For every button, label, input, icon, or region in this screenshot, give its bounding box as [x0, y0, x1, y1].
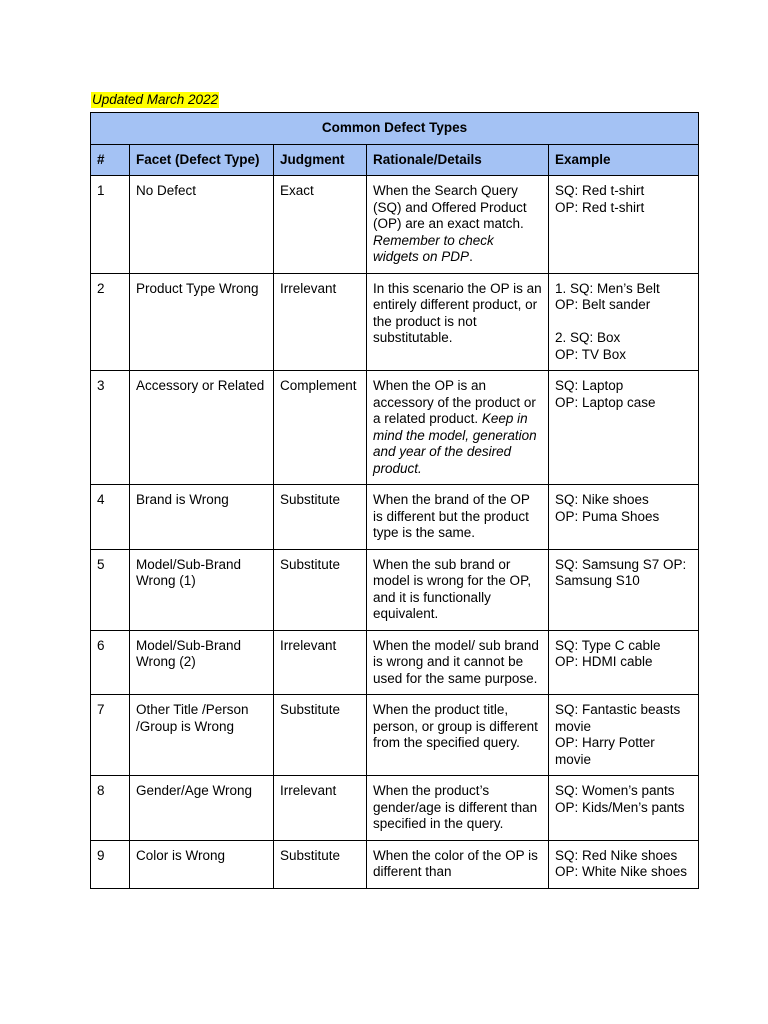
- column-header-judgment: Judgment: [274, 144, 367, 176]
- row-example: [549, 485, 699, 550]
- example-line: OP: White Nike shoes: [555, 864, 688, 879]
- example-line: SQ: Women’s pants: [555, 783, 675, 798]
- row-facet: Gender/Age Wrong: [130, 776, 274, 841]
- row-judgment: Irrelevant: [274, 776, 367, 841]
- table-header-row: [91, 144, 699, 176]
- table-row: [91, 630, 699, 695]
- row-rationale: [367, 485, 549, 550]
- example-line: OP: Kids/Men’s pants: [555, 799, 685, 815]
- example-line: SQ: Red Nike shoes: [555, 847, 678, 863]
- row-facet: No Defect: [130, 176, 274, 274]
- rationale-text: In this scenario the OP is an entirely different product, or the product is not substitutable.: [373, 280, 542, 345]
- rationale-suffix: .: [469, 249, 473, 264]
- rationale-text: When the OP is an accessory of the product or a related product.: [373, 378, 536, 426]
- row-example: [549, 176, 699, 274]
- row-number: 9: [91, 840, 130, 888]
- example-line: SQ: Fantastic beasts movie: [555, 702, 681, 734]
- example-line: SQ: Type C cable: [555, 637, 661, 653]
- row-example: [549, 273, 699, 371]
- rationale-text: When the sub brand or model is wrong for the OP, and it is functionally equivalent.: [373, 556, 532, 621]
- example-line: OP: Puma Shoes: [555, 508, 660, 524]
- rationale-text: When the color of the OP is different than: [373, 847, 538, 879]
- table-row: [91, 549, 699, 630]
- rationale-text: When the product’s gender/age is different than specified in the query.: [373, 783, 538, 831]
- row-facet: Accessory or Related: [130, 371, 274, 485]
- row-judgment: Substitute: [274, 485, 367, 550]
- rationale-text: When the Search Query (SQ) and Offered Product (OP) are an exact match.: [373, 183, 527, 231]
- row-judgment: Complement: [274, 371, 367, 485]
- row-number: 7: [91, 695, 130, 776]
- table-row: [91, 695, 699, 776]
- row-example: [549, 549, 699, 630]
- example-line: SQ: Red t-shirt: [555, 183, 645, 198]
- row-rationale: [367, 630, 549, 695]
- row-number: 3: [91, 371, 130, 485]
- row-number: 8: [91, 776, 130, 841]
- table-title-row: [91, 113, 699, 145]
- example-line: OP: Harry Potter movie: [555, 735, 655, 767]
- table-row: [91, 176, 699, 274]
- row-number: 1: [91, 176, 130, 274]
- example-line: SQ: Laptop: [555, 378, 624, 393]
- row-facet: Color is Wrong: [130, 840, 274, 888]
- row-rationale: [367, 695, 549, 776]
- row-number: 6: [91, 630, 130, 695]
- row-judgment: Irrelevant: [274, 273, 367, 371]
- table-row: [91, 485, 699, 550]
- row-facet: Model/Sub-Brand Wrong (2): [130, 630, 274, 695]
- row-example: [549, 695, 699, 776]
- example-line: OP: Belt sander: [555, 297, 651, 312]
- column-header-rationale: Rationale/Details: [367, 144, 549, 176]
- row-rationale: [367, 371, 549, 485]
- row-rationale: [367, 776, 549, 841]
- row-judgment: Exact: [274, 176, 367, 274]
- column-header-facet: Facet (Defect Type): [130, 144, 274, 176]
- table-row: [91, 776, 699, 841]
- defect-types-table: [90, 112, 699, 889]
- row-judgment: Substitute: [274, 549, 367, 630]
- row-facet: Other Title /Person /Group is Wrong: [130, 695, 274, 776]
- rationale-text: When the brand of the OP is different but the product type is the same.: [373, 492, 530, 540]
- row-rationale: [367, 549, 549, 630]
- row-facet: Brand is Wrong: [130, 485, 274, 550]
- table-row: [91, 840, 699, 888]
- row-judgment: Irrelevant: [274, 630, 367, 695]
- example-line: 1. SQ: Men’s Belt: [555, 280, 660, 296]
- rationale-text: When the product title, person, or group is different from the specified query.: [373, 702, 538, 750]
- row-example: [549, 371, 699, 485]
- row-judgment: Substitute: [274, 695, 367, 776]
- example-line: SQ: Samsung S7 OP: Samsung S10: [555, 556, 687, 588]
- row-judgment: Substitute: [274, 840, 367, 888]
- table-row: [91, 273, 699, 371]
- rationale-note: Remember to check widgets on PDP: [373, 232, 494, 264]
- row-facet: Model/Sub-Brand Wrong (1): [130, 549, 274, 630]
- example-line: OP: HDMI cable: [555, 654, 653, 669]
- example-line: SQ: Nike shoes: [555, 492, 649, 507]
- example-line: 2. SQ: Box: [555, 330, 621, 345]
- row-rationale: [367, 840, 549, 888]
- row-number: 2: [91, 273, 130, 371]
- row-example: [549, 630, 699, 695]
- updated-date: Updated March 2022: [92, 92, 219, 107]
- example-line: OP: TV Box: [555, 346, 627, 362]
- row-example: [549, 840, 699, 888]
- table-row: [91, 371, 699, 485]
- column-header-example: Example: [549, 144, 699, 176]
- rationale-text: When the model/ sub brand is wrong and it cannot be used for the same purpose.: [373, 637, 539, 686]
- example-gap: [555, 314, 692, 331]
- row-number: 5: [91, 549, 130, 630]
- example-line: OP: Red t-shirt: [555, 199, 645, 215]
- table-body: [91, 176, 699, 889]
- row-number: 4: [91, 485, 130, 550]
- row-facet: Product Type Wrong: [130, 273, 274, 371]
- row-rationale: [367, 273, 549, 371]
- row-rationale: [367, 176, 549, 274]
- rationale-note: Keep in mind the model, generation and year of the desired product.: [373, 411, 537, 476]
- row-example: [549, 776, 699, 841]
- table-title: Common Defect Types: [91, 113, 699, 145]
- column-header-number: #: [91, 144, 130, 176]
- example-line: OP: Laptop case: [555, 394, 656, 410]
